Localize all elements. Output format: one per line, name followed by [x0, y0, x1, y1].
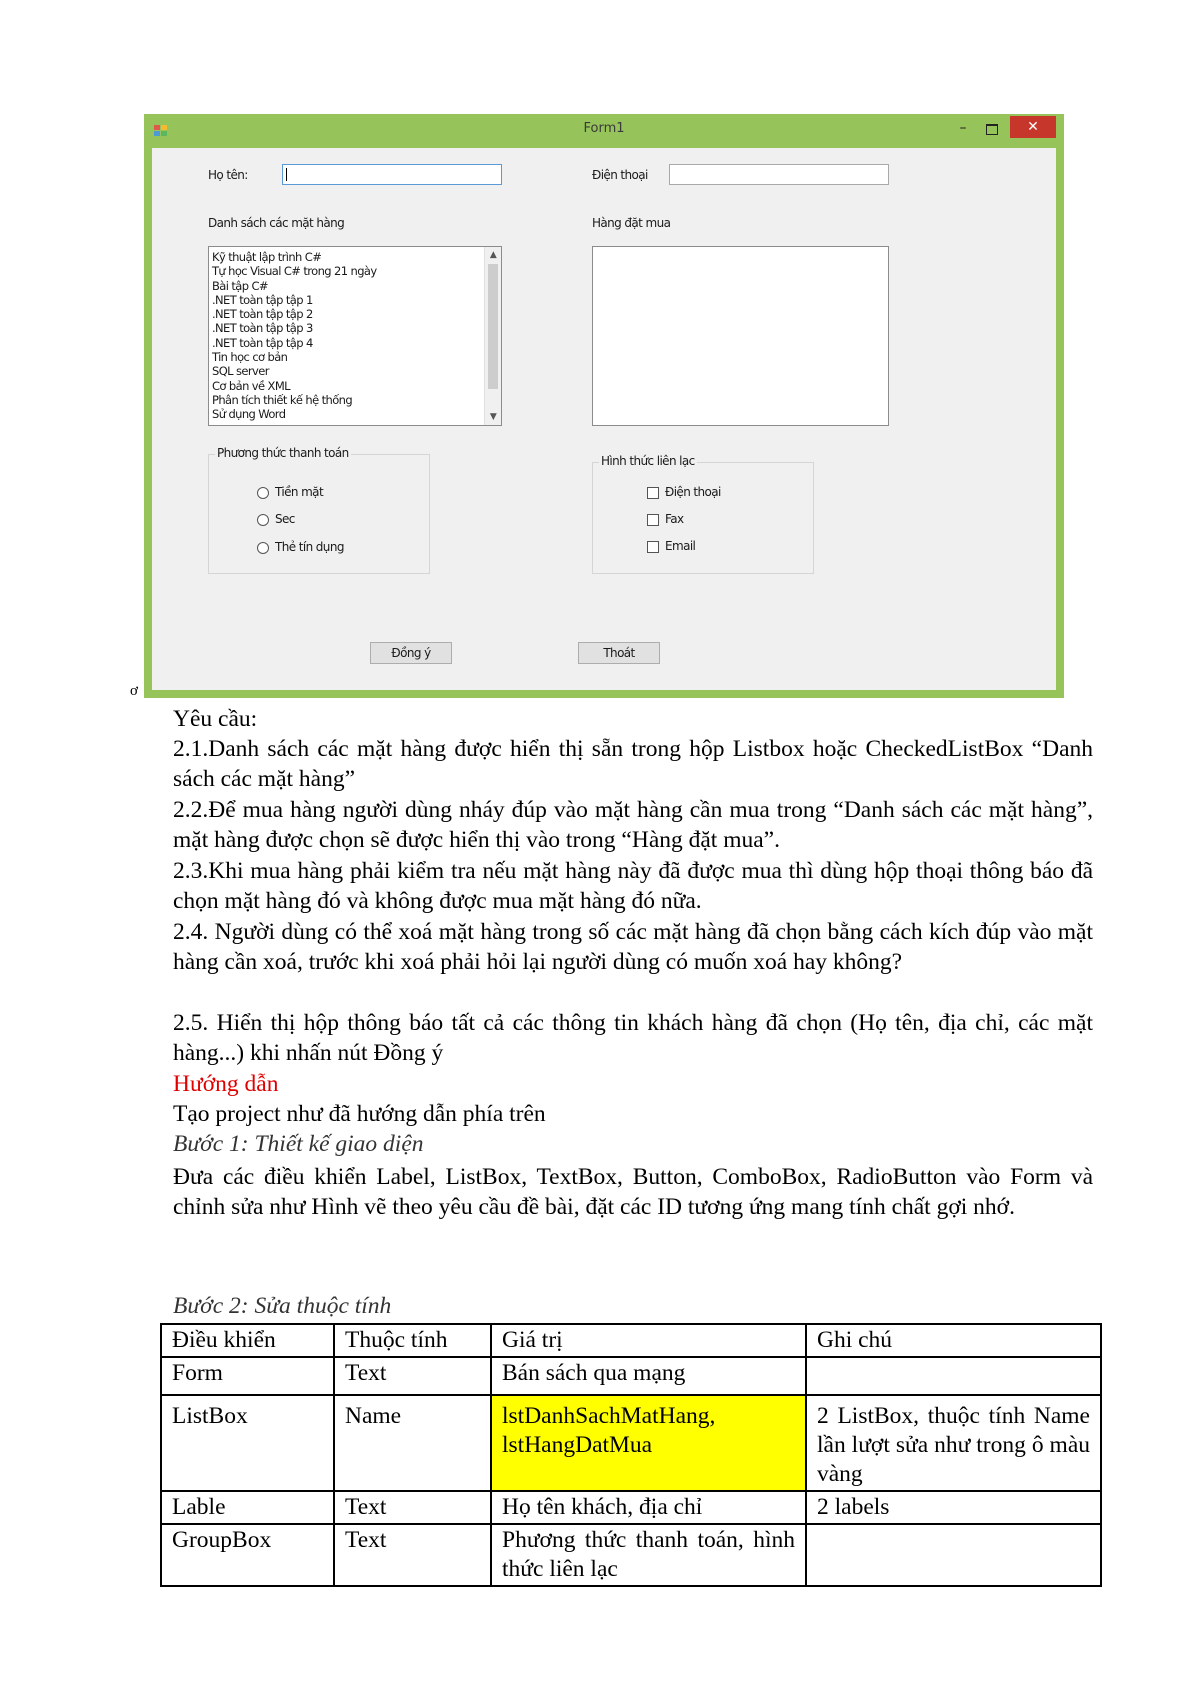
product-listbox[interactable] [208, 246, 502, 426]
contact-option-fax[interactable] [647, 512, 683, 526]
requirement-2-3: 2.3.Khi mua hàng phải kiểm tra nếu mặt hàng này đã được mua thì dùng hộp thoại thông báo đã chọn mặt hàng đó và không được mua mặt hàng đó nữa. [173, 858, 1093, 915]
table-row [161, 1524, 1101, 1586]
table-header-row [161, 1324, 1101, 1357]
requirement-2-4: 2.4. Người dùng có thể xoá mặt hàng trong số các mặt hàng đã chọn bằng cách kích đúp vào mặt hàng cần xoá, trước khi xoá phải hỏi lại người dùng có muốn xoá hay không? [173, 919, 1093, 976]
requirement-2-2: 2.2.Để mua hàng người dùng nháy đúp vào mặt hàng cần mua trong “Danh sách các mặt hàng”, mặt hàng được chọn sẽ được hiển thị vào trong “Hàng đặt mua”. [173, 797, 1093, 854]
list-item[interactable]: Bài tập C# [212, 278, 268, 293]
exit-button[interactable]: Thoát [578, 642, 660, 664]
table-cell: ListBox [161, 1395, 334, 1491]
contact-group-caption: Hình thức liên lạc [601, 454, 695, 468]
scroll-down-icon[interactable]: ▼ [489, 412, 497, 422]
listbox-scrollbar[interactable] [484, 247, 501, 425]
list-item[interactable]: .NET toàn tập tập 1 [212, 292, 313, 307]
option-label: Fax [665, 512, 684, 526]
payment-option-card[interactable] [257, 540, 344, 554]
table-header: Ghi chú [806, 1324, 1101, 1357]
product-list [209, 247, 501, 422]
table-header: Giá trị [491, 1324, 806, 1357]
stray-character: ơ [130, 683, 138, 699]
list-item[interactable]: Phân tích thiết kế hệ thống [212, 392, 353, 407]
contact-groupbox [592, 454, 814, 574]
list-item[interactable]: Tin học cơ bản [212, 350, 288, 365]
table-cell: 2 ListBox, thuộc tính Name lần lượt sửa như trong ô màu vàng [806, 1395, 1101, 1491]
product-list-label: Danh sách các mặt hàng [208, 216, 345, 230]
table-row [161, 1491, 1101, 1524]
table-cell: Form [161, 1357, 334, 1395]
form-window [144, 114, 1064, 698]
option-label: Sec [275, 512, 295, 526]
table-cell: 2 labels [806, 1491, 1101, 1524]
scroll-thumb[interactable] [488, 264, 498, 389]
requirement-2-1: 2.1.Danh sách các mặt hàng được hiển thị sẵn trong hộp Listbox hoặc CheckedListBox “Danh sách các mặt hàng” [173, 736, 1093, 793]
minimize-icon[interactable]: – [959, 120, 967, 136]
payment-option-cash[interactable] [257, 485, 323, 499]
table-cell: Lable [161, 1491, 334, 1524]
list-item[interactable]: .NET toàn tập tập 2 [212, 307, 313, 322]
requirements-heading: Yêu cầu: [173, 706, 258, 732]
scroll-up-icon[interactable]: ▲ [489, 250, 497, 260]
option-label: Email [665, 539, 696, 553]
table-cell: Bán sách qua mạng [491, 1357, 806, 1395]
guide-heading: Hướng dẫn [173, 1071, 279, 1097]
table-cell: GroupBox [161, 1524, 334, 1586]
table-cell: Name [334, 1395, 491, 1491]
list-item[interactable]: .NET toàn tập tập 3 [212, 321, 313, 336]
maximize-icon[interactable] [982, 120, 1002, 140]
step1-heading: Bước 1: Thiết kế giao diện [173, 1131, 424, 1157]
order-list-label: Hàng đặt mua [592, 216, 671, 230]
list-item[interactable]: .NET toàn tập tập 4 [212, 335, 313, 350]
checkbox-icon [647, 514, 659, 526]
list-item[interactable]: Tự học Visual C# trong 21 ngày [212, 264, 377, 279]
step2-heading: Bước 2: Sửa thuộc tính [173, 1293, 392, 1319]
table-header: Điều khiển [161, 1324, 334, 1357]
list-item[interactable]: Cơ bản về XML [212, 378, 290, 393]
name-input[interactable] [282, 164, 502, 185]
radio-icon [257, 514, 269, 526]
text-caret [286, 168, 287, 181]
property-table [160, 1323, 1102, 1587]
option-label: Điện thoại [665, 485, 721, 499]
table-row [161, 1395, 1101, 1491]
contact-option-phone[interactable] [647, 485, 721, 499]
list-item[interactable]: SQL server [212, 364, 269, 379]
requirement-2-5: 2.5. Hiển thị hộp thông báo tất cả các thông tin khách hàng đã chọn (Họ tên, địa chỉ, các mặt hàng...) khi nhấn nút Đồng ý [173, 1010, 1093, 1067]
guide-intro: Tạo project như đã hướng dẫn phía trên [173, 1101, 546, 1127]
checkbox-icon [647, 487, 659, 499]
checkbox-icon [647, 541, 659, 553]
phone-label: Điện thoại [592, 168, 648, 182]
table-header: Thuộc tính [334, 1324, 491, 1357]
name-label: Họ tên: [208, 168, 248, 182]
option-label: Tiền mặt [275, 485, 324, 499]
list-item[interactable]: Kỹ thuật lập trình C# [212, 250, 322, 264]
close-icon[interactable]: ✕ [1010, 116, 1056, 138]
option-label: Thẻ tín dụng [275, 540, 344, 554]
table-cell [806, 1357, 1101, 1395]
contact-option-email[interactable] [647, 539, 695, 553]
table-cell: Text [334, 1524, 491, 1586]
table-cell: Text [334, 1357, 491, 1395]
list-item[interactable]: Sử dụng Word [212, 407, 286, 422]
table-cell [806, 1524, 1101, 1586]
radio-icon [257, 542, 269, 554]
step1-text: Đưa các điều khiển Label, ListBox, TextBox, Button, ComboBox, RadioButton vào Form và chỉnh sửa như Hình vẽ theo yêu cầu đề bài, đặt các ID tương ứng mang tính chất gợi nhớ. [173, 1164, 1093, 1221]
radio-icon [257, 487, 269, 499]
payment-option-sec[interactable] [257, 512, 295, 526]
table-cell: Text [334, 1491, 491, 1524]
title-bar [144, 114, 1064, 148]
table-cell: Phương thức thanh toán, hình thức liên lạc [491, 1524, 806, 1586]
phone-input[interactable] [669, 164, 889, 185]
payment-group-caption: Phương thức thanh toán [217, 446, 349, 460]
form-client-area [152, 148, 1056, 690]
table-cell: Họ tên khách, địa chỉ [491, 1491, 806, 1524]
ok-button[interactable]: Đồng ý [370, 642, 452, 664]
table-cell-highlight: lstDanhSachMatHang, lstHangDatMua [491, 1395, 806, 1491]
table-row [161, 1357, 1101, 1395]
order-listbox[interactable] [592, 246, 889, 426]
window-title: Form1 [583, 121, 625, 136]
payment-groupbox [208, 446, 430, 574]
